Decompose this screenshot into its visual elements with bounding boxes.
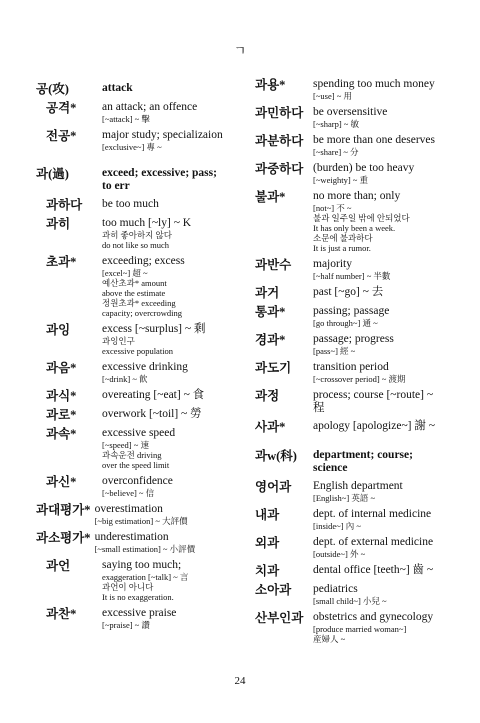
dictionary-entry [36,361,248,384]
entry-detail: 불과 일주일 밖에 안되었다 [313,213,410,223]
dictionary-entry [255,508,445,531]
entry-headword: 과로* [46,408,77,422]
entry-detail: [~sharp] ~ 敏 [313,119,360,129]
entry-detail: over the speed limit [102,460,170,470]
entry-headword: 과찬* [46,607,77,621]
dictionary-entry [255,420,445,434]
entry-detail: [~crossover period] ~ 渡期 [313,374,406,384]
entry-detail: It is just a rumor. [313,243,371,253]
entry-headword: 과음* [46,361,77,375]
dictionary-entry [255,480,445,503]
entry-headword: 과도기 [255,361,292,375]
entry-headword: 과식* [46,389,77,403]
entry-definition: pediatrics [313,583,358,595]
entry-detail: 과속운전 driving [102,450,162,460]
dictionary-entry [255,333,445,356]
dictionary-entry [36,559,248,602]
entry-definition: (burden) be too heavy [313,162,415,174]
entry-definition: majority [313,258,352,270]
page-number: 24 [234,675,246,687]
section-heading [36,167,248,193]
entry-detail: 정원초과* exceeding [102,298,176,308]
entry-definition: no more than; only [313,190,401,202]
dictionary-entry [36,389,248,403]
entry-definition: attack [102,82,133,94]
dictionary-entry [255,106,445,129]
dictionary-entry [255,305,445,328]
entry-definition: obstetrics and gynecology [313,611,434,623]
dictionary-entry [255,361,445,384]
entry-headword: 과거 [255,286,280,300]
entry-detail: [~attack] ~ 擊 [102,114,150,124]
entry-detail: do not like so much [102,240,170,250]
entry-headword: 과w(科) [255,449,297,463]
entry-definition: exceeding; excess [102,255,185,267]
entry-headword: 외과 [255,536,280,550]
entry-detail: excessive population [102,346,174,356]
entry-definition: exceed; excessive; pass; [102,167,217,179]
entry-definition: overwork [~toil] ~ 勞 [102,408,202,420]
entry-headword: 불과* [255,190,286,204]
entry-headword: 공격* [46,101,77,115]
dictionary-entry [36,531,248,554]
entry-definition: dept. of external medicine [313,536,434,548]
entry-detail: to err [102,180,130,192]
entry-detail: [not~] 不 ~ [313,203,352,213]
dictionary-entry [255,134,445,157]
entry-detail: [outside~] 外 ~ [313,549,366,559]
entry-definition: apology [apologize~] 謝 ~ [313,420,435,432]
dictionary-entry [255,286,445,300]
entry-detail: 과언이 아니다 [102,582,154,592]
entry-headword: 과(過) [36,167,69,181]
section-gap [36,157,248,163]
dictionary-entry [36,323,248,356]
entry-headword: 전공* [46,129,77,143]
entry-headword: 내과 [255,508,280,522]
entry-definition: underestimation [94,531,169,543]
entry-headword: 과대평가* [36,503,91,517]
entry-headword: 통과* [255,305,286,319]
entry-detail: [excel~] 超 ~ [102,268,148,278]
entry-headword: 과용* [255,78,286,92]
dictionary-entry [255,190,445,253]
dictionary-entry [36,217,248,250]
entry-detail: [~share] ~ 分 [313,147,359,157]
dictionary-entry [36,129,248,152]
entry-definition: process; course [~route] ~ 程 [313,389,434,414]
entry-definition: overconfidence [102,475,173,487]
section-heading [36,82,248,96]
entry-detail: [~use] ~ 用 [313,91,352,101]
entry-definition: excessive drinking [102,361,188,373]
entry-detail: 예산초과* amount [102,278,167,288]
entry-headword: 영어과 [255,480,292,494]
entry-detail: It is no exaggeration. [102,592,174,602]
dictionary-entry [36,408,248,422]
entry-detail: [produce married woman~] [313,624,407,634]
dictionary-entry [36,475,248,498]
entry-definition: too much [~ly] ~ K [102,217,192,229]
entry-definition: excess [~surplus] ~ 剩 [102,323,206,335]
entry-detail: [exclusive~] 專 ~ [102,142,162,152]
entry-definition: department; course; [313,449,413,461]
entry-detail: [~believe] ~ 信 [102,488,155,498]
entry-detail: [pass~] 經 ~ [313,346,356,356]
entry-detail: 소문에 불과하다 [313,233,373,243]
entry-definition: past [~go] ~ 去 [313,286,384,298]
entry-headword: 과민하다 [255,106,304,120]
entry-detail: [English~] 英語 ~ [313,493,376,503]
entry-definition: major study; specializaion [102,129,223,141]
dictionary-entry [255,611,445,644]
dictionary-entry [36,427,248,470]
entry-definition: passage; progress [313,333,394,345]
entry-detail: [~drink] ~ 飮 [102,374,148,384]
entry-definition: English department [313,480,403,492]
entry-definition: dept. of internal medicine [313,508,432,520]
entry-detail: above the estimate [102,288,166,298]
section-letter: ㄱ [233,43,247,58]
entry-headword: 산부인과 [255,611,304,625]
entry-detail: [~praise] ~ 讚 [102,620,150,630]
entry-headword: 과하다 [46,198,83,212]
entry-definition: an attack; an offence [102,101,198,113]
entry-detail: science [313,462,348,474]
dictionary-entry [36,607,248,630]
dictionary-entry [255,162,445,185]
left-column [36,78,248,635]
entry-detail: exaggeration [~talk] ~ 言 [102,572,189,582]
entry-definition: saying too much; [102,559,182,571]
entry-headword: 과잉 [46,323,71,337]
dictionary-entry [36,101,248,124]
entry-headword: 과소평가* [36,531,91,545]
entry-detail: [~small estimation] ~ 小評價 [94,544,196,554]
entry-definition: spending too much money [313,78,435,90]
dictionary-entry [255,389,445,415]
dictionary-entry [255,258,445,281]
section-gap [255,439,445,445]
entry-detail: It has only been a week. [313,223,396,233]
entry-headword: 사과* [255,420,286,434]
entry-headword: 초과* [46,255,77,269]
section-heading [255,449,445,475]
entry-detail: [inside~] 內 ~ [313,521,361,531]
entry-detail: [go through~] 通 ~ [313,318,378,328]
entry-headword: 과속* [46,427,77,441]
entry-headword: 과정 [255,389,280,403]
entry-headword: 치과 [255,564,280,578]
entry-definition: excessive speed [102,427,176,439]
dictionary-entry [36,255,248,318]
entry-headword: 과분하다 [255,134,304,148]
entry-detail: 과잉인구 [102,336,135,346]
entry-headword: 과언 [46,559,71,573]
dictionary-entry [255,78,445,101]
dictionary-entry [36,503,248,526]
entry-detail: 産婦人 ~ [313,634,346,644]
dictionary-entry [255,536,445,559]
entry-headword: 소아과 [255,583,292,597]
entry-definition: be too much [102,198,159,210]
entry-headword: 공(攻) [36,82,69,96]
entry-detail: [~weighty] ~ 重 [313,175,368,185]
entry-detail: [~big estimation] ~ 大評價 [94,516,188,526]
entry-headword: 과중하다 [255,162,304,176]
entry-headword: 과히 [46,217,71,231]
entry-detail: [~speed] ~ 速 [102,440,149,450]
entry-detail: [~half number] ~ 半數 [313,271,391,281]
entry-headword: 경과* [255,333,286,347]
entry-detail: capacity; overcrowding [102,308,183,318]
dictionary-entry [255,583,445,606]
entry-definition: transition period [313,361,389,373]
dictionary-entry [255,564,445,578]
entry-definition: excessive praise [102,607,177,619]
entry-detail: [small child~] 小兒 ~ [313,596,387,606]
entry-headword: 과반수 [255,258,292,272]
dictionary-entry [36,198,248,212]
entry-definition: overestimation [94,503,163,515]
entry-definition: be more than one deserves [313,134,435,146]
right-column [255,78,445,649]
entry-definition: be oversensitive [313,106,388,118]
entry-definition: passing; passage [313,305,390,317]
entry-headword: 과신* [46,475,77,489]
entry-definition: dental office [teeth~] 齒 ~ [313,564,434,576]
entry-definition: overeating [~eat] ~ 食 [102,389,205,401]
entry-detail: 과히 좋아하지 않다 [102,230,172,240]
